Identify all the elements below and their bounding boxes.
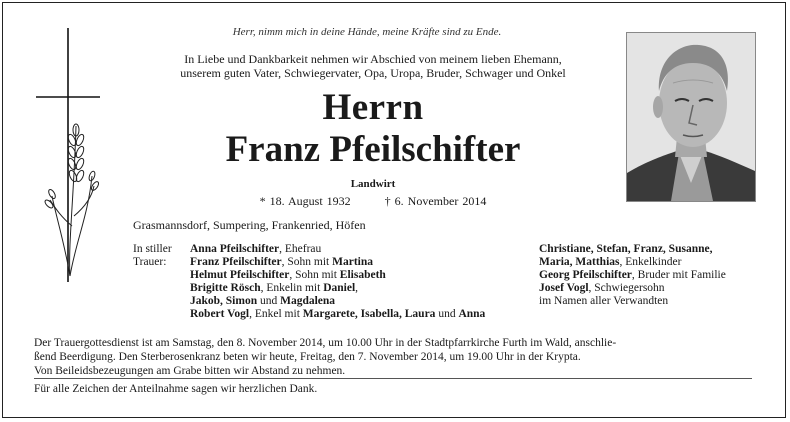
death-date: † 6. November 2014	[384, 194, 487, 208]
mourners-label: In stiller Trauer:	[133, 243, 172, 268]
divider	[34, 378, 752, 379]
portrait-photo	[626, 32, 756, 202]
mourner-line: Franz Pfeilschifter, Sohn mit Martina	[190, 256, 374, 268]
motto: Herr, nimm mich in deine Hände, meine Kräfte sind zu Ende.	[232, 26, 502, 38]
birth-date: * 18. August 1932	[259, 194, 351, 208]
mourner-line: Maria, Matthias, Enkelkinder	[539, 256, 682, 268]
mourners-right	[539, 243, 726, 308]
mourner-line: Anna Pfeilschifter, Ehefrau	[190, 243, 322, 255]
mourner-line: Helmut Pfeilschifter, Sohn mit Elisabeth	[190, 269, 386, 281]
mourner-line: Robert Vogl, Enkel mit Margarete, Isabella, Laura und Anna	[190, 308, 486, 320]
title-herrn: Herrn	[322, 87, 424, 128]
thanks-note: Für alle Zeichen der Anteilnahme sagen wir herzlichen Dank.	[34, 383, 318, 395]
service-info: Der Trauergottesdienst ist am Samstag, den 8. November 2014, um 10.00 Uhr in der Stadtpfarrkirche Furth im Wald, anschlie- ßend Beerdigung. Den Sterberosenkranz beten wir heute, Freitag, den 7. November 2014, um 19.00 Uhr in der Krypta.	[34, 337, 617, 363]
mourner-line: Josef Vogl, Schwiegersohn	[539, 282, 665, 294]
mourner-line: Georg Pfeilschifter, Bruder mit Familie	[539, 269, 726, 281]
mourner-line: im Namen aller Verwandten	[539, 295, 669, 307]
mourner-line: Christiane, Stefan, Franz, Susanne,	[539, 243, 713, 255]
mourner-line: Brigitte Rösch, Enkelin mit Daniel,	[190, 282, 359, 294]
mourners-left	[190, 243, 485, 321]
places: Grasmannsdorf, Sumpering, Frankenried, Höfen	[133, 218, 366, 232]
deceased-name: Franz Pfeilschifter	[225, 129, 521, 170]
mourner-line: Jakob, Simon und Magdalena	[190, 295, 336, 307]
life-dates	[133, 194, 613, 209]
profession: Landwirt	[350, 178, 396, 190]
cross-with-wheat-icon	[30, 26, 110, 286]
intro-text: In Liebe und Dankbarkeit nehmen wir Abschied von meinem lieben Ehemann, unserem guten Vater, Schwiegervater, Opa, Uropa, Bruder, Schwager und Onkel	[180, 52, 566, 80]
condolence-request: Von Beileidsbezeugungen am Grabe bitten wir Abstand zu nehmen.	[34, 365, 346, 377]
